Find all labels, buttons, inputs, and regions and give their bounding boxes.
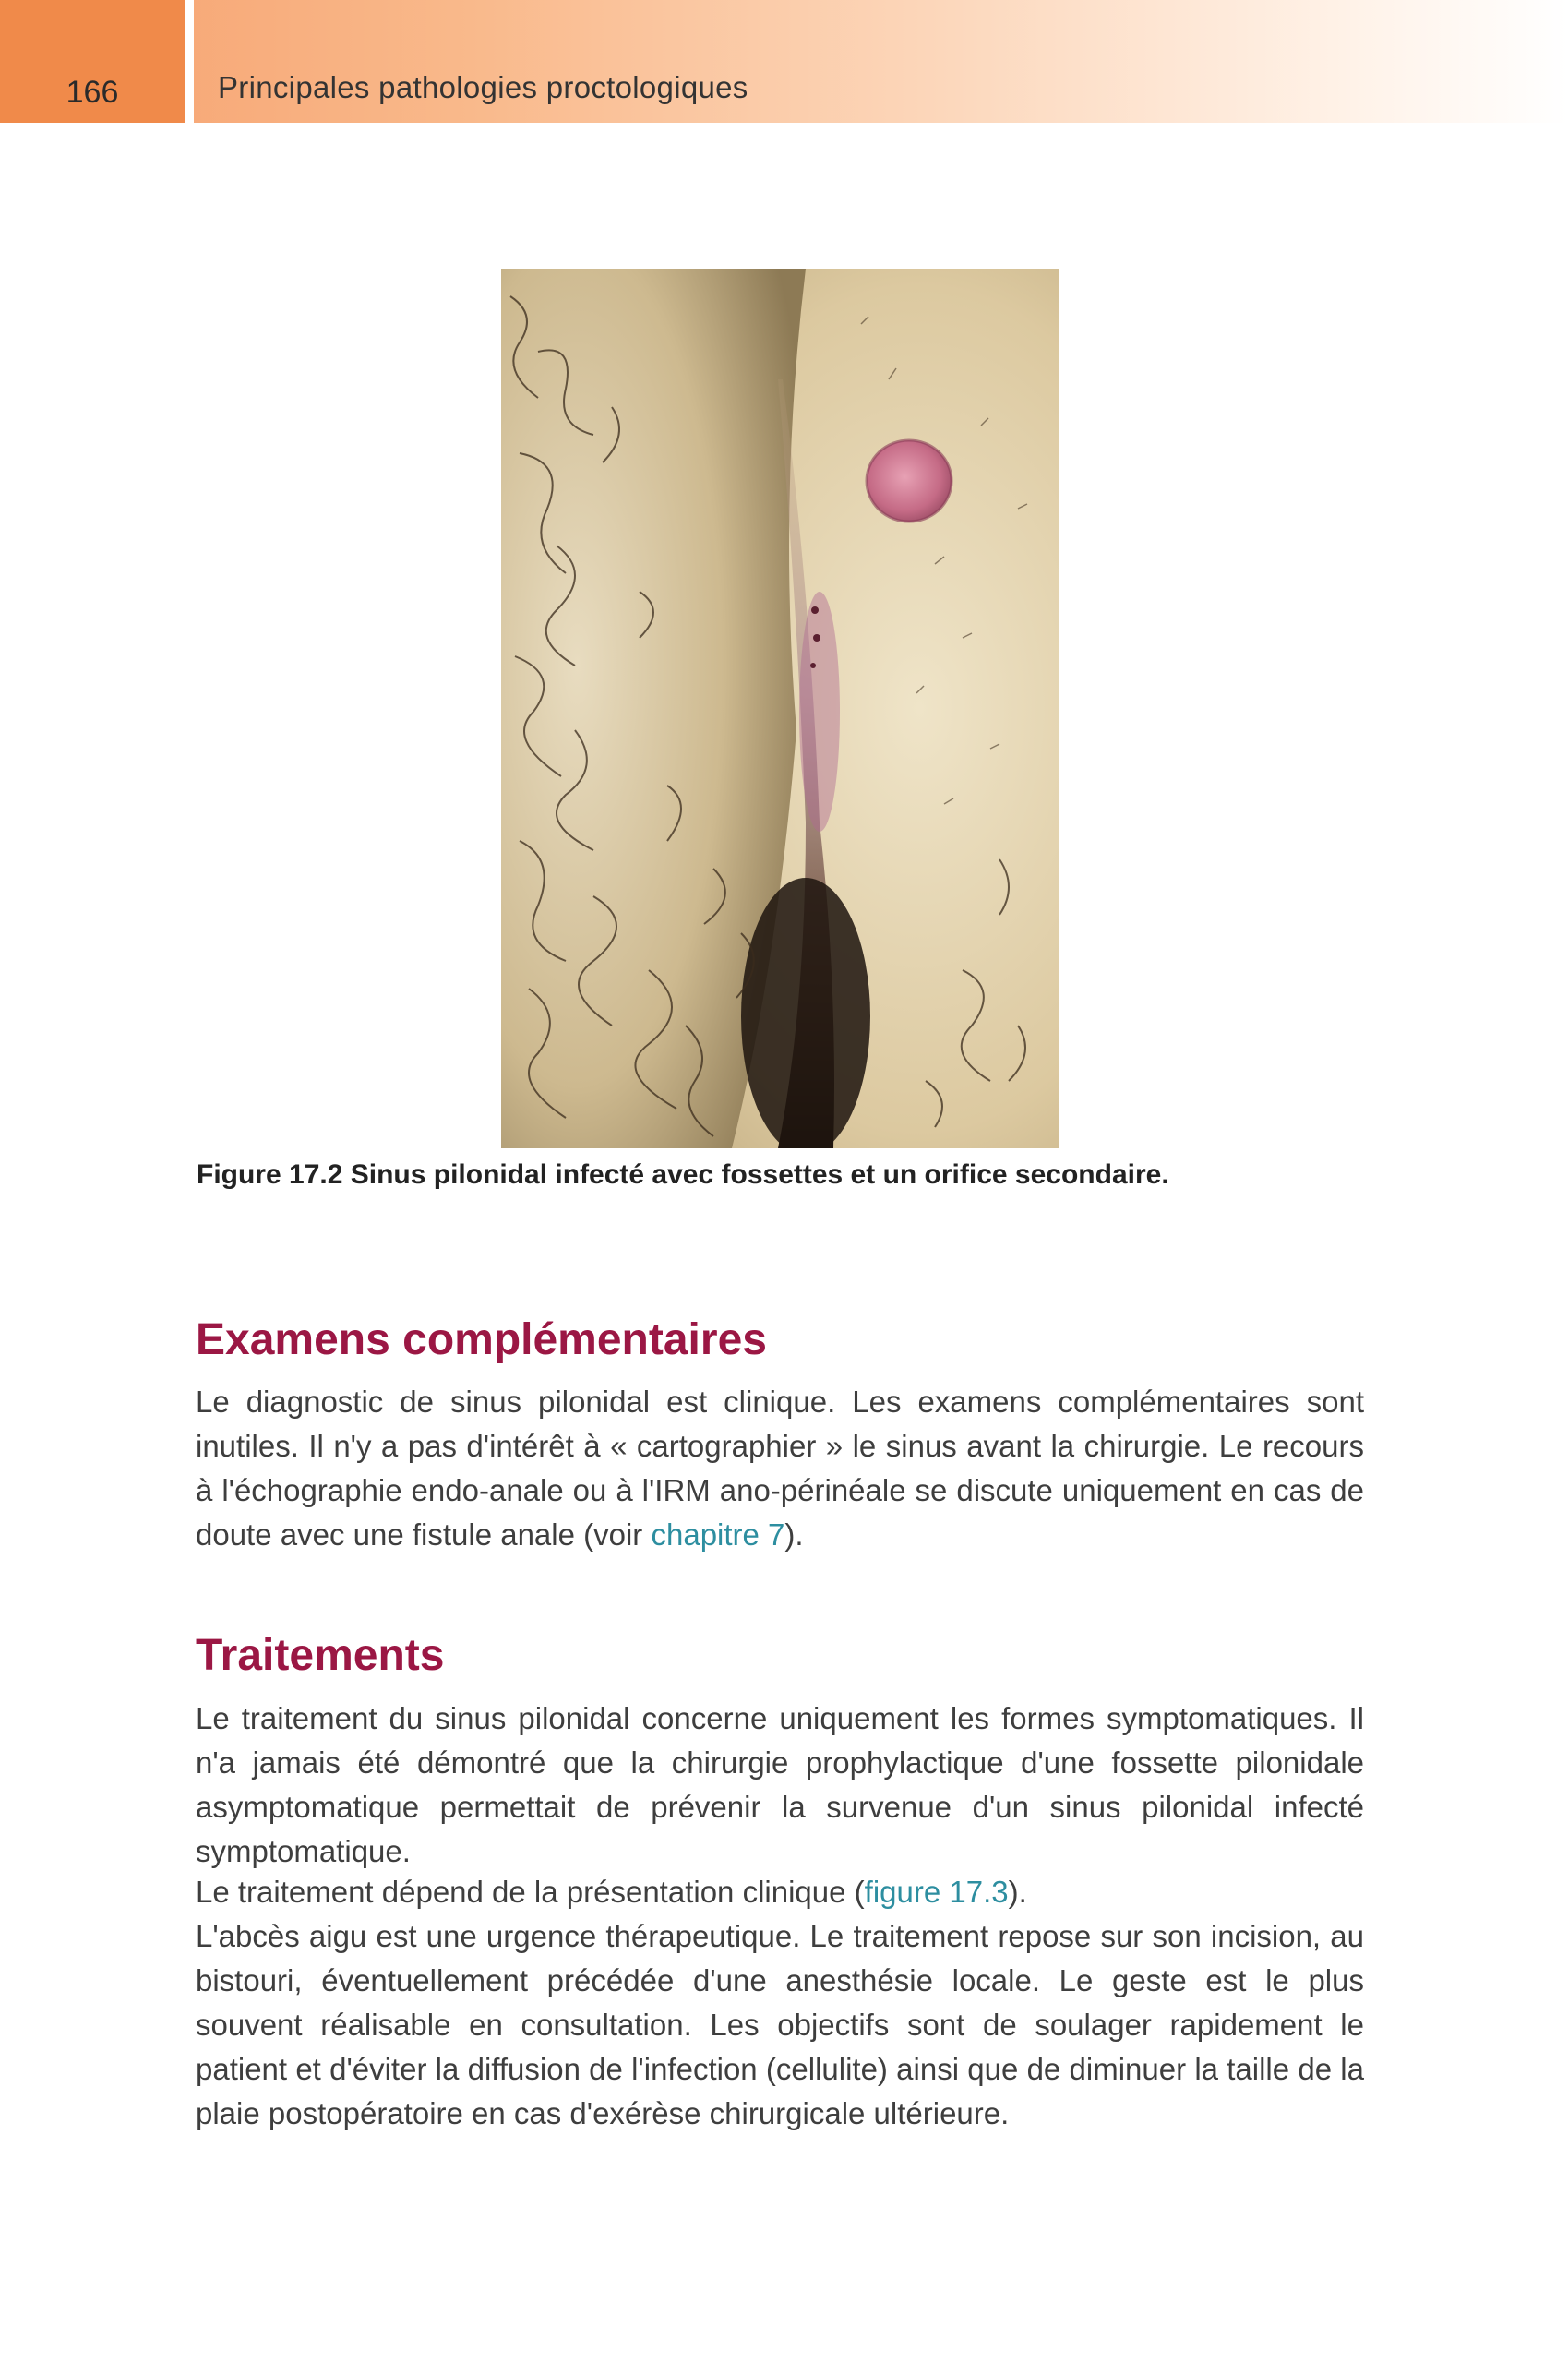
figure-caption: Figure 17.2 Sinus pilonidal infecté avec fossettes et un orifice secondaire. — [197, 1159, 1169, 1190]
clinical-photo-illustration — [501, 269, 1059, 1148]
header-divider — [185, 0, 194, 123]
paragraph-traitements-2 — [196, 1870, 1364, 1914]
page-number — [0, 0, 185, 123]
paragraph-text: Le diagnostic de sinus pilonidal est clinique. Les examens complémentaires sont inutiles. Il n'y a pas d'intérêt à « cartographier » le sinus avant la chirurgie. Le recours à l'échographie endo-anale ou à l'IRM ano-périnéale se discute uniquement en cas de doute avec une fistule anale (voir — [196, 1385, 1364, 1552]
heading-examens: Examens complémentaires — [196, 1315, 767, 1364]
page-number-text: 166 — [66, 75, 119, 110]
paragraph-examens — [196, 1380, 1364, 1557]
paragraph-traitements-1: Le traitement du sinus pilonidal concerne uniquement les formes symptomatiques. Il n'a jamais été démontré que la chirurgie prophylactique d'une fossette pilonidale asymptomatique permettait de prévenir la survenue d'un sinus pilonidal infecté symptomatique. — [196, 1701, 1364, 1868]
running-title: Principales pathologies proctologiques — [218, 70, 748, 104]
paragraph-traitements-3: L'abcès aigu est une urgence thérapeutique. Le traitement repose sur son incision, au bistouri, éventuellement précédée d'une anesthésie locale. Le geste est le plus souvent réalisable en consultation. Les objectifs sont de soulager rapidement le patient et d'éviter la diffusion de l'infection (cellulite) ainsi que de diminuer la taille de la plaie postopératoire en cas d'exérèse chirurgicale ultérieure. — [196, 1919, 1364, 2130]
paragraph-text: ). — [784, 1517, 804, 1552]
link-chapitre-7[interactable]: chapitre 7 — [651, 1517, 785, 1552]
heading-traitements: Traitements — [196, 1631, 445, 1680]
paragraph-text: ). — [1008, 1875, 1027, 1909]
paragraph-text: Le traitement dépend de la présentation clinique ( — [196, 1875, 865, 1909]
link-figure-17-3[interactable]: figure 17.3 — [864, 1875, 1009, 1909]
figure-photo — [501, 269, 1059, 1148]
